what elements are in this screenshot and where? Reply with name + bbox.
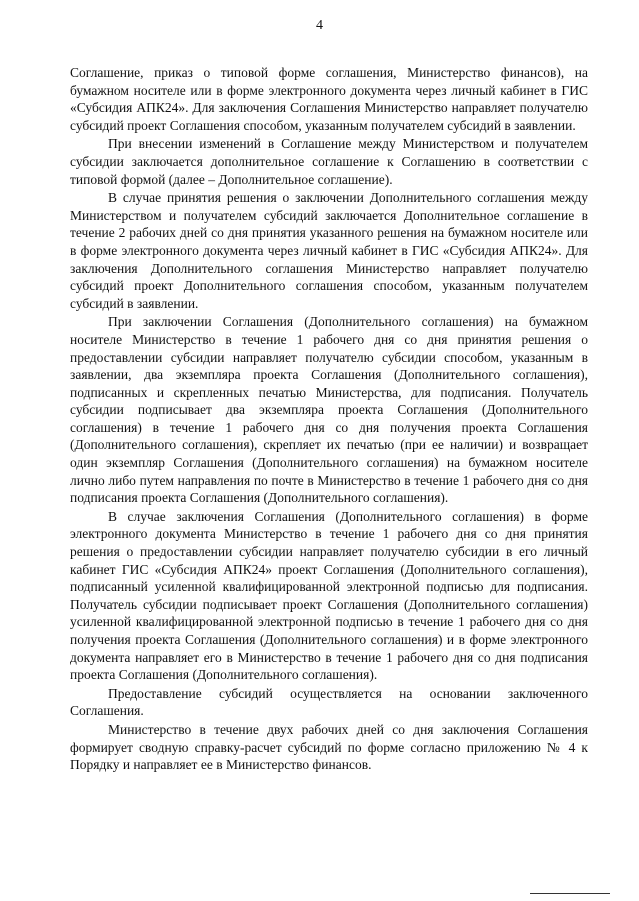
paragraph-additional-agreement: В случае принятия решения о заключении Дополнительного соглашения между Министерством и получателем субсидий заключается Дополнительное соглашение в течение 2 рабочих дней со дня принятия указанного решения на бумажном носителе или в форме электронного документа через личный кабинет в ГИС «Субсидия АПК24». Для заключения Дополнительного соглашения Министерство направляет получателю субсидий проект Дополнительного соглашения способом, указанным получателем субсидий в заявлении. (70, 190, 588, 311)
footer-divider (530, 893, 610, 894)
document-body (70, 64, 588, 775)
paragraph-subsidy-provision: Предоставление субсидий осуществляется на основании заключенного Соглашения. (70, 685, 588, 719)
paragraph-electronic-form: В случае заключения Соглашения (Дополнительного соглашения) в форме электронного документа Министерство в течение 1 рабочего дня со дня принятия решения о предоставлении субсидии направляет получателю субсидии в его личный кабинет ГИС «Субсидия АПК24» проект Соглашения (Дополнительного соглашения), подписанный усиленной квалифицированной электронной подписью для подписания. Получатель субсидии подписывает проект Соглашения (Дополнительного соглашения) усиленной квалифицированной электронной подписью в течение 1 рабочего дня со дня получения проекта Соглашения (Дополнительного соглашения) и в форме электронного документа направляет его в Министерство в течение 1 рабочего дня со дня подписания проекта Соглашения (Дополнительного соглашения). (70, 508, 588, 683)
paragraph-agreement-conclusion: Соглашение, приказ о типовой форме соглашения, Министерство финансов), на бумажном носителе или в форме электронного документа через личный кабинет в ГИС «Субсидия АПК24». Для заключения Соглашения Министерство направляет получателю субсидий проект Соглашения способом, указанным получателем субсидий в заявлении. (70, 65, 588, 133)
page-number: 4 (316, 18, 323, 33)
paragraph-summary-calculation: Министерство в течение двух рабочих дней со дня заключения Соглашения формирует сводную справку-расчет субсидий по форме согласно приложению № 4 к Порядку и направляет ее в Министерство финансов. (70, 721, 588, 773)
paragraph-paper-form: При заключении Соглашения (Дополнительного соглашения) на бумажном носителе Министерство в течение 1 рабочего дня со дня принятия решения о предоставлении субсидии направляет получателю субсидии способом, указанным в заявлении, два экземпляра проекта Соглашения (Дополнительного соглашения), подписанных и скрепленных печатью Министерства, для подписания. Получатель субсидии подписывает два экземпляра проекта Соглашения (Дополнительного соглашения) в течение 1 рабочего дня со дня получения проекта Соглашения (Дополнительного соглашения), скрепляет их печатью (при ее наличии) и возвращает один экземпляр Соглашения (Дополнительного соглашения) на бумажном носителе лично либо путем направления по почте в Министерство в течение 1 рабочего дня со дня подписания проекта Соглашения (Дополнительного соглашения). (70, 314, 588, 506)
paragraph-agreement-changes: При внесении изменений в Соглашение между Министерством и получателем субсидии заключается дополнительное соглашение к Соглашению в соответствии с типовой формой (далее – Дополнительное соглашение). (70, 136, 588, 187)
